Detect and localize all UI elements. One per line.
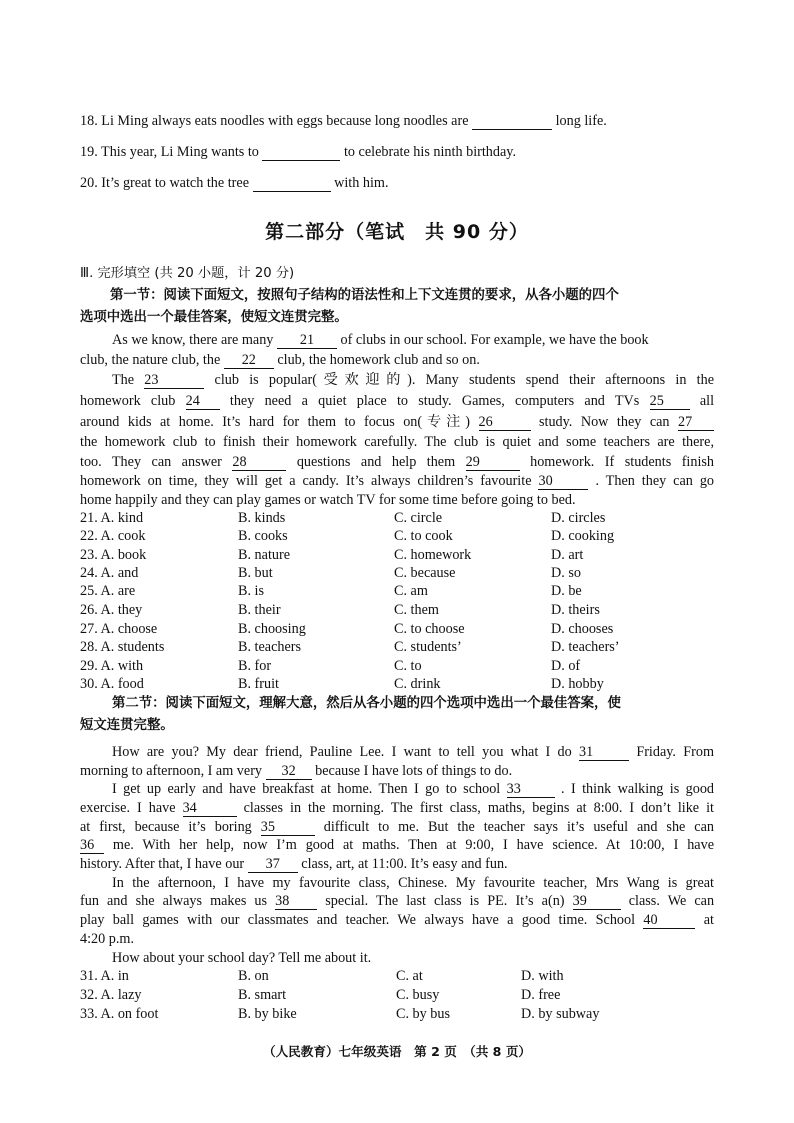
option[interactable]: D. by subway (521, 1006, 600, 1022)
blank-24[interactable]: 24 (186, 394, 220, 410)
passage1-line (80, 392, 714, 410)
blank-39[interactable]: 39 (573, 894, 621, 910)
passage1-line: home happily and they can play games or watch TV for some time before going to bed. (80, 492, 576, 508)
option[interactable]: D. chooses (551, 621, 614, 637)
blank-40[interactable]: 40 (643, 913, 695, 929)
text: at (703, 912, 714, 928)
page-footer: （人民教育）七年级英语 第 2 页 （共 8 页） (262, 1044, 532, 1059)
blank-23[interactable]: 23 (144, 373, 204, 389)
option[interactable]: B. by bike (238, 1006, 297, 1022)
text: How are you? My dear friend, Pauline Lee. I want to tell you what I do (112, 744, 572, 760)
option[interactable]: D. circles (551, 510, 606, 526)
passage1-line (80, 453, 714, 471)
text: because I have lots of things to do. (315, 763, 513, 779)
passage2-line (80, 818, 714, 836)
text: difficult to me. But the teacher says it’s useful and she can (323, 819, 714, 835)
passage1-line (112, 371, 714, 389)
text: special. The last class is PE. It’s a(n) (325, 893, 565, 909)
option[interactable]: 27. A. choose (80, 621, 158, 637)
passage1-line (80, 413, 714, 431)
option[interactable]: B. but (238, 565, 273, 581)
text: club is popular(受欢迎的). Many students spend their afternoons in the (214, 372, 714, 388)
passage2-line: In the afternoon, I have my favourite class, Chinese. My favourite teacher, Mrs Wang is great (112, 875, 714, 891)
option[interactable]: D. be (551, 583, 582, 599)
option[interactable]: 31. A. in (80, 968, 129, 984)
option[interactable]: B. their (238, 602, 281, 618)
section1-instruction-cont: 选项中选出一个最佳答案，使短文连贯完整。 (80, 310, 348, 325)
answer-blank[interactable] (472, 114, 552, 130)
text: fun and she always makes us (80, 893, 268, 909)
option[interactable]: 33. A. on foot (80, 1006, 159, 1022)
option[interactable]: B. nature (238, 547, 291, 563)
option[interactable]: B. kinds (238, 510, 286, 526)
option[interactable]: D. teachers’ (551, 639, 620, 655)
question-20 (80, 174, 389, 192)
part-title: 第二部分（笔试 共 90 分） (265, 221, 529, 243)
option[interactable]: 23. A. book (80, 547, 147, 563)
text: class. We can (628, 893, 715, 909)
passage2-line (80, 836, 714, 854)
blank-35[interactable]: 35 (261, 820, 315, 836)
option[interactable]: C. them (394, 602, 439, 618)
text: homework club (80, 393, 176, 409)
blank-26[interactable]: 26 (479, 415, 531, 431)
option[interactable]: D. so (551, 565, 581, 581)
text: me. With her help, now I’m good at maths. Then at 9:00, I have science. At 10:00, I have (112, 837, 714, 853)
passage1-line: the homework club to finish their homework carefully. The club is quiet and some teachers are there, (80, 434, 714, 450)
option[interactable]: D. art (551, 547, 584, 563)
blank-38[interactable]: 38 (275, 894, 317, 910)
option[interactable]: 26. A. they (80, 602, 143, 618)
section1-instruction: 第一节：阅读下面短文，按照句子结构的语法性和上下文连贯的要求，从各小题的四个 (110, 288, 619, 303)
option[interactable]: C. homework (394, 547, 472, 563)
option[interactable]: B. teachers (238, 639, 302, 655)
text: they need a quiet place to study. Games, computers and TVs (229, 393, 640, 409)
blank-25[interactable]: 25 (650, 394, 690, 410)
text: The (112, 372, 135, 388)
section2-instruction: 第二节：阅读下面短文，理解大意，然后从各小题的四个选项中选出一个最佳答案，使 (112, 696, 621, 711)
passage2-line (80, 892, 714, 910)
blank-22[interactable]: 22 (224, 353, 274, 369)
blank-37[interactable]: 37 (248, 857, 298, 873)
option[interactable]: B. smart (238, 987, 287, 1003)
passage1-line (112, 331, 649, 349)
text: study. Now they can (538, 414, 670, 430)
answer-blank[interactable] (253, 176, 331, 192)
option[interactable]: 24. A. and (80, 565, 139, 581)
option[interactable]: C. students’ (394, 639, 462, 655)
option[interactable]: D. free (521, 987, 561, 1003)
option[interactable]: B. cooks (238, 528, 288, 544)
passage2-line (80, 799, 714, 817)
text: homework on time, they will get a candy. It’s always children’s favourite (80, 473, 532, 489)
question-text: to celebrate his ninth birthday. (343, 144, 517, 160)
question-19 (80, 143, 516, 161)
option[interactable]: C. to choose (394, 621, 465, 637)
option[interactable]: D. theirs (551, 602, 600, 618)
text: homework. If students finish (530, 454, 715, 470)
answer-blank[interactable] (262, 145, 340, 161)
text: I get up early and have breakfast at home. Then I go to school (112, 781, 501, 797)
option[interactable]: D. with (521, 968, 564, 984)
text: . Then they can go (595, 473, 715, 489)
passage2-line (112, 743, 714, 761)
text: history. After that, I have our (80, 856, 245, 872)
text: club, the homework club and so on. (277, 352, 480, 368)
passage1-line (80, 351, 480, 369)
text: at first, because it’s boring (80, 819, 252, 835)
text: classes in the morning. The first class, maths, begins at 8:00. I don’t like it (243, 800, 715, 816)
option[interactable]: B. for (238, 658, 272, 674)
blank-33[interactable]: 33 (507, 782, 555, 798)
text: all (699, 393, 715, 409)
question-text: 19. This year, Li Ming wants to (80, 144, 259, 160)
option[interactable]: B. on (238, 968, 269, 984)
text: of clubs in our school. For example, we have the book (340, 332, 649, 348)
passage1-line (80, 472, 714, 490)
text: exercise. I have (80, 800, 176, 816)
option[interactable]: C. at (396, 968, 423, 984)
option[interactable]: B. fruit (238, 676, 279, 692)
option[interactable]: 32. A. lazy (80, 987, 142, 1003)
passage2-line (80, 762, 512, 780)
section-heading: Ⅲ. 完形填空 (共 20 小题，计 20 分) (80, 266, 295, 281)
option[interactable]: D. hobby (551, 676, 604, 692)
text: morning to afternoon, I am very (80, 763, 263, 779)
option[interactable]: D. of (551, 658, 581, 674)
question-18 (80, 112, 607, 130)
option[interactable]: D. cooking (551, 528, 615, 544)
passage2-line: How about your school day? Tell me about it. (112, 950, 372, 966)
blank-36[interactable]: 36 (80, 838, 104, 854)
text: Friday. From (636, 744, 714, 760)
option[interactable]: 21. A. kind (80, 510, 144, 526)
option[interactable]: C. drink (394, 676, 441, 692)
passage2-line (80, 855, 508, 873)
option[interactable]: 30. A. food (80, 676, 144, 692)
section2-instruction-cont: 短文连贯完整。 (80, 718, 174, 733)
question-text: long life. (555, 113, 607, 129)
option[interactable]: C. to cook (394, 528, 453, 544)
blank-29[interactable]: 29 (466, 455, 520, 471)
blank-28[interactable]: 28 (232, 455, 286, 471)
blank-31[interactable]: 31 (579, 745, 629, 761)
option[interactable]: 25. A. are (80, 583, 136, 599)
text: As we know, there are many (112, 332, 274, 348)
passage2-line (112, 780, 714, 798)
question-text: 20. It’s great to watch the tree (80, 175, 250, 191)
option[interactable]: B. is (238, 583, 265, 599)
option[interactable]: C. to (394, 658, 422, 674)
blank-21[interactable]: 21 (277, 333, 337, 349)
text: club, the nature club, the (80, 352, 221, 368)
text: questions and help them (296, 454, 456, 470)
text: too. They can answer (80, 454, 222, 470)
option[interactable]: 28. A. students (80, 639, 165, 655)
blank-30[interactable]: 30 (538, 474, 588, 490)
option[interactable]: C. because (394, 565, 456, 581)
blank-34[interactable]: 34 (183, 801, 237, 817)
option[interactable]: C. circle (394, 510, 443, 526)
blank-27[interactable]: 27 (678, 415, 714, 431)
option[interactable]: 22. A. cook (80, 528, 146, 544)
passage2-line: 4:20 p.m. (80, 931, 134, 947)
option[interactable]: 29. A. with (80, 658, 144, 674)
passage2-line (80, 911, 714, 929)
question-text: with him. (334, 175, 389, 191)
question-text: 18. Li Ming always eats noodles with eggs because long noodles are (80, 113, 469, 129)
text: play ball games with our classmates and teacher. We always have a good time. School (80, 912, 636, 928)
option[interactable]: C. am (394, 583, 428, 599)
text: . I think walking is good (561, 781, 715, 797)
option[interactable]: C. busy (396, 987, 440, 1003)
option[interactable]: B. choosing (238, 621, 306, 637)
blank-32[interactable]: 32 (266, 764, 312, 780)
option[interactable]: C. by bus (396, 1006, 450, 1022)
text: class, art, at 11:00. It’s easy and fun. (301, 856, 508, 872)
text: around kids at home. It’s hard for them to focus on(专注) (80, 414, 471, 430)
